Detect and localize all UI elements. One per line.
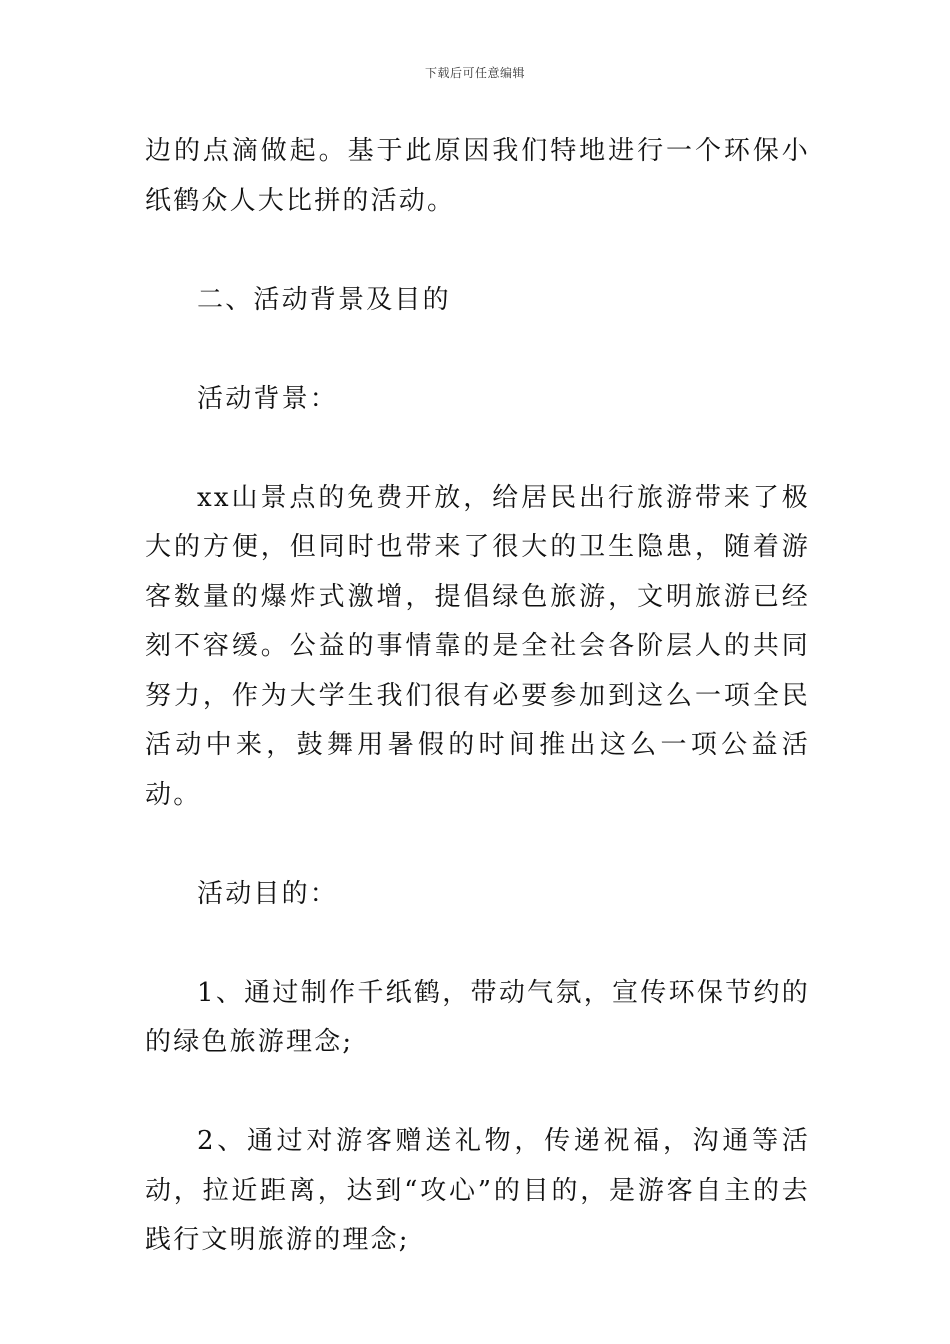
- goal-item-1: 1、通过制作千纸鹤，带动气氛，宣传环保节约的的绿色旅游理念;: [145, 977, 810, 1057]
- paragraph-continuation: 边的点滴做起。基于此原因我们特地进行一个环保小纸鹤众人大比拼的活动。: [145, 136, 810, 216]
- document-body: [145, 127, 810, 1266]
- section-heading: 二、活动背景及目的: [197, 284, 451, 315]
- background-label: 活动背景：: [197, 383, 339, 414]
- background-paragraph: xx山景点的免费开放，给居民出行旅游带来了极大的方便，但同时也带来了很大的卫生隐患，随着游客数量的爆炸式激增，提倡绿色旅游，文明旅游已经刻不容缓。公益的事情靠的是全社会各阶层人的共同努力，作为大学生我们很有必要参加到这么一项全民活动中来，鼓舞用暑假的时间推出这么一项公益活动。: [145, 482, 810, 810]
- header-note: 下载后可任意编辑: [424, 66, 525, 80]
- goal-item-2: 2、通过对游客赠送礼物，传递祝福，沟通等活动，拉近距离，达到“攻心”的目的，是游客自主的去践行文明旅游的理念;: [145, 1126, 810, 1255]
- goal-label: 活动目的：: [197, 878, 339, 909]
